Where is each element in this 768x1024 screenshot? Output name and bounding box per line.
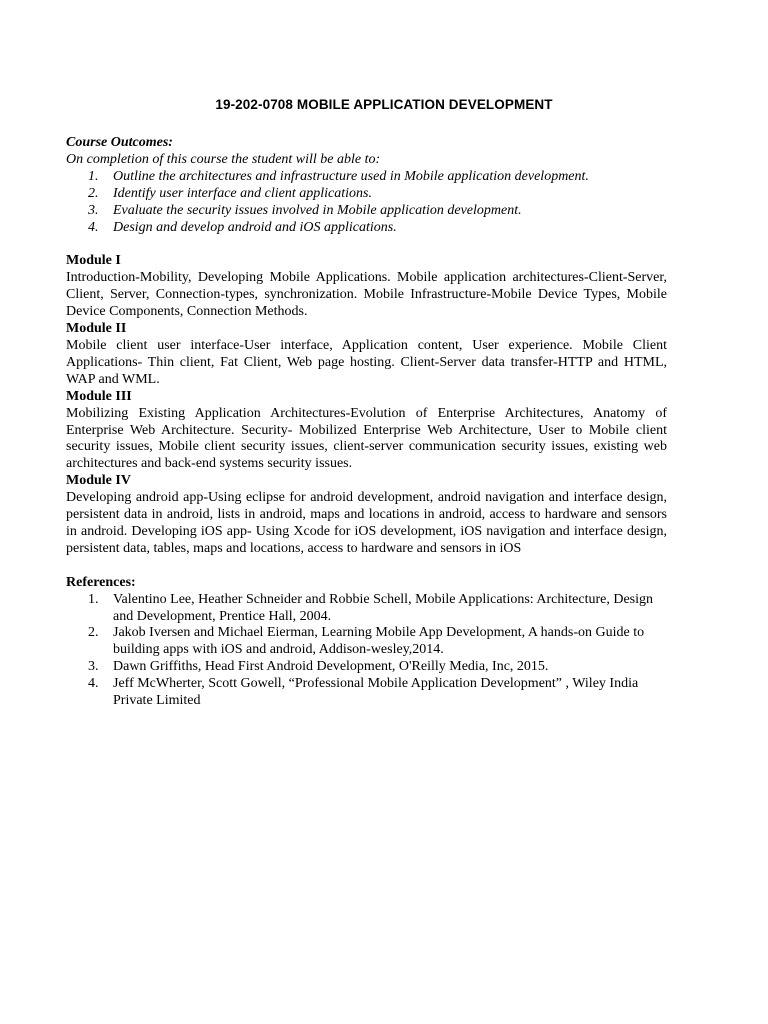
course-outcomes-section xyxy=(66,135,667,236)
outcome-number: 4. xyxy=(88,219,99,235)
references-list xyxy=(66,592,667,710)
reference-number: 4. xyxy=(88,676,99,692)
reference-text: Dawn Griffiths, Head First Android Development, O'Reilly Media, Inc, 2015. xyxy=(113,659,549,675)
reference-item xyxy=(66,659,667,676)
reference-number: 1. xyxy=(88,591,99,607)
document-title: 19-202-0708 MOBILE APPLICATION DEVELOPMENT xyxy=(215,97,553,112)
reference-text: Jakob Iversen and Michael Eierman, Learning Mobile App Development, A hands-on Guide to building apps with iOS and android, Addison-wesley,2014. xyxy=(113,625,645,658)
module-text: Mobilizing Existing Application Architectures-Evolution of Enterprise Architectures, Anatomy of Enterprise Web Architecture. Security- Mobilized Enterprise Web Architecture, User to Mobile client security issues, Mobile client security issues, client-server communication security issues, existing web architectures and back-end systems security issues. xyxy=(66,405,667,472)
module-text: Developing android app-Using eclipse for android development, android navigation and interface design, persistent data in android, lists in android, maps and locations in android, access to hardware and sensors in android. Developing iOS app- Using Xcode for iOS development, iOS navigation and interface design, persistent data, tables, maps and locations, access to hardware and sensors in iOS xyxy=(66,490,667,556)
outcome-number: 3. xyxy=(88,202,99,218)
reference-text: Valentino Lee, Heather Schneider and Robbie Schell, Mobile Applications: Architecture, Design and Development, Prentice Hall, 2004. xyxy=(113,591,654,624)
module-text: Introduction-Mobility, Developing Mobile Applications. Mobile application architectures-Client-Server, Client, Server, Connection-types, synchronization. Mobile Infrastructure-Mobile Device Types, Mobile Device Components, Connection Methods. xyxy=(66,270,667,320)
outcome-text: Outline the architectures and infrastructure used in Mobile application development. xyxy=(113,168,589,184)
module-heading: Module IV xyxy=(66,473,131,489)
module-heading: Module I xyxy=(66,253,121,269)
outcome-text: Evaluate the security issues involved in Mobile application development. xyxy=(113,202,522,218)
course-outcomes-heading: Course Outcomes: xyxy=(66,135,173,150)
module-4-section xyxy=(66,473,667,558)
spacer xyxy=(66,236,667,253)
reference-number: 3. xyxy=(88,659,99,675)
outcome-item xyxy=(66,169,667,186)
reference-text: Jeff McWherter, Scott Gowell, “Professional Mobile Application Development” , Wiley India Private Limited xyxy=(113,676,639,709)
outcome-item xyxy=(66,186,667,203)
outcome-text: Design and develop android and iOS applications. xyxy=(113,219,397,235)
references-section xyxy=(66,575,667,710)
module-2-section xyxy=(66,321,667,389)
spacer xyxy=(66,558,667,575)
module-heading: Module II xyxy=(66,321,127,337)
module-3-section xyxy=(66,389,667,474)
module-1-section xyxy=(66,253,667,321)
outcome-item xyxy=(66,203,667,220)
outcome-number: 1. xyxy=(88,168,99,184)
module-text: Mobile client user interface-User interface, Application content, User experience. Mobile Client Applications- Thin client, Fat Client, Web page hosting. Client-Server data transfer-HTTP and HTML, WAP and WML. xyxy=(66,337,667,387)
outcome-text: Identify user interface and client applications. xyxy=(113,185,372,201)
document-body xyxy=(66,135,667,710)
references-heading: References: xyxy=(66,574,136,590)
reference-item xyxy=(66,592,667,626)
course-outcomes-intro: On completion of this course the student will be able to: xyxy=(66,151,381,167)
reference-item xyxy=(66,676,667,710)
outcome-item xyxy=(66,220,667,237)
reference-number: 2. xyxy=(88,625,99,641)
course-outcomes-list xyxy=(66,169,667,237)
module-heading: Module III xyxy=(66,388,132,404)
outcome-number: 2. xyxy=(88,185,99,201)
reference-item xyxy=(66,625,667,659)
